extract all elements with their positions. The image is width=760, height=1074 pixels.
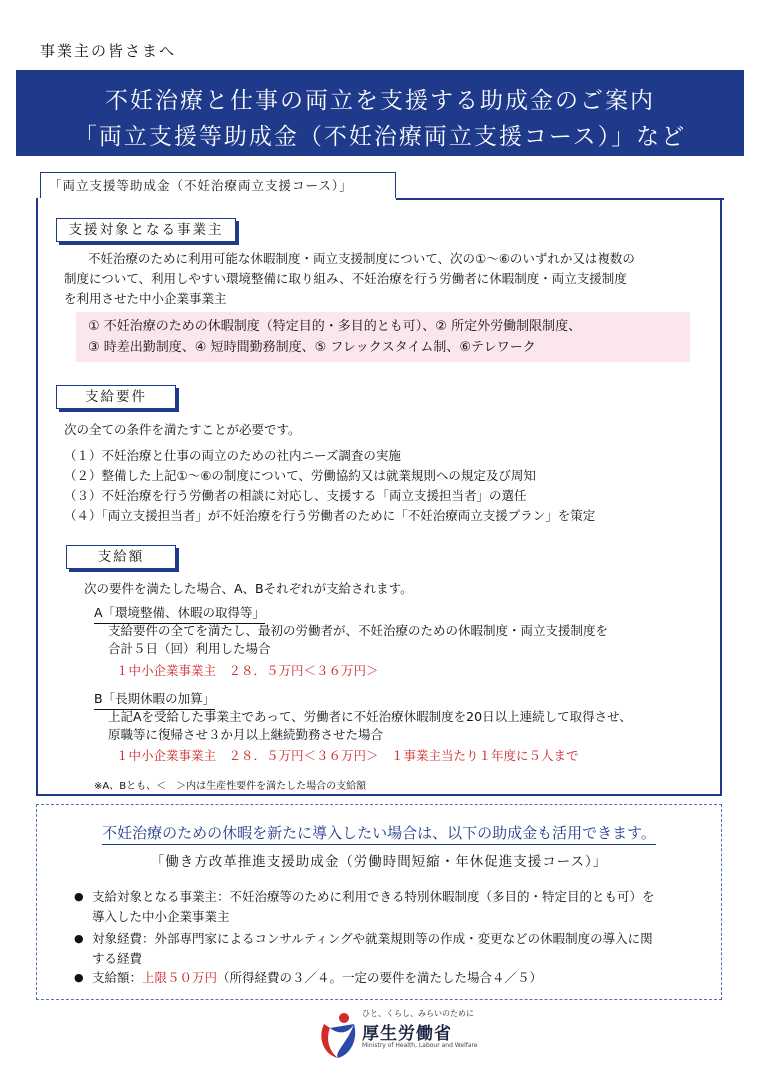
bullet-icon: ● — [74, 932, 84, 945]
requirement-item: （１）不妊治療と仕事の両立のための社内ニーズ調査の実施 — [64, 448, 401, 463]
amount-a-heading: A「環境整備、休暇の取得等」 — [94, 603, 265, 624]
amount-b-value: １中小企業事業主 ２８．５万円＜３６万円＞ １事業主当たり１年度に５人まで — [116, 748, 579, 763]
logo-english: Ministry of Health, Labour and Welfare — [362, 1042, 478, 1049]
amount-b-text-2: 原職等に復帰させ３か月以上継続勤務させた場合 — [108, 727, 384, 742]
amount-a-text-1: 支給要件の全てを満たし、最初の労働者が、不妊治療のための休暇制度・両立支援制度を — [108, 623, 609, 638]
amount-footnote: ※A、Bとも、＜ ＞内は生産性要件を満たした場合の支給額 — [94, 781, 367, 792]
section-label-amount: 支給額 — [66, 545, 176, 569]
target-text-3: を利用させた中小企業事業主 — [64, 291, 227, 306]
target-text-2: 制度について、利用しやすい環境整備に取り組み、不妊治療を行う労働者に休暇制度・両立支援制度 — [64, 271, 627, 286]
requirement-item: （４）「両立支援担当者」が不妊治療を行う労働者のために「不妊治療両立支援プラン」を策定 — [64, 508, 596, 523]
page-title: 不妊治療と仕事の両立を支援する助成金のご案内 — [105, 88, 655, 114]
bullet-text-2: 導入した中小企業事業主 — [92, 909, 230, 924]
title-banner — [16, 70, 744, 156]
amount-b-text-1: 上記Aを受給した事業主であって、労働者に不妊治療休暇制度を20日以上連続して取得させ、 — [108, 709, 632, 724]
amount-a-value: １中小企業事業主 ２８．５万円＜３６万円＞ — [116, 663, 379, 678]
promo-heading — [36, 822, 722, 843]
page-subtitle: 「両立支援等助成金（不妊治療両立支援コース）」など — [73, 124, 687, 150]
systems-line-1: ① 不妊治療のための休暇制度（特定目的・多目的とも可）、② 所定外労働制限制度、 — [88, 319, 582, 334]
bullet-text-1: 支給対象となる事業主：不妊治療等のために利用できる特別休暇制度（多目的・特定目的とも可）を — [92, 889, 655, 904]
requirement-item: （３）不妊治療を行う労働者の相談に対応し、支援する「両立支援担当者」の選任 — [64, 488, 527, 503]
bullet-text-2: する経費 — [92, 951, 143, 966]
logo-name: 厚生労働省 — [362, 1024, 452, 1044]
section-label-requirements: 支給要件 — [56, 385, 176, 409]
bullet-icon: ● — [74, 971, 84, 984]
logo-tagline: ひと、くらし、みらいのために — [362, 1009, 474, 1018]
promo-heading-text: 不妊治療のための休暇を新たに導入したい場合は、以下の助成金も活用できます。 — [102, 824, 656, 845]
eligible-systems-box — [76, 312, 690, 362]
requirements-intro: 次の全ての条件を満たすことが必要です。 — [64, 422, 301, 437]
systems-line-2: ③ 時差出勤制度、④ 短時間勤務制度、⑤ フレックスタイム制、⑥テレワーク — [88, 340, 536, 355]
amount-bullet-suffix: （所得経費の３／４。一定の要件を満たした場合４／５） — [217, 970, 543, 985]
mhlw-logo-icon — [316, 1006, 360, 1062]
target-text-1: 不妊治療のために利用可能な休暇制度・両立支援制度について、次の①～⑥のいずれか又は複数の — [88, 251, 635, 266]
course-tab: 「両立支援等助成金（不妊治療両立支援コース）」 — [40, 172, 396, 198]
promo-bullet — [74, 929, 714, 969]
amount-b-heading: B「長期休暇の加算」 — [94, 689, 215, 710]
section-label-target: 支援対象となる事業主 — [56, 218, 236, 242]
promo-bullet — [74, 887, 714, 927]
promo-bullet-amount — [74, 968, 714, 988]
amount-bullet-text — [74, 968, 714, 988]
bullet-icon: ● — [74, 890, 84, 903]
amount-a-text-2: 合計５日（回）利用した場合 — [108, 641, 271, 656]
addressee: 事業主の皆さまへ — [40, 42, 177, 60]
requirement-item: （２）整備した上記①～⑥の制度について、労働協約又は就業規則への規定及び周知 — [64, 468, 536, 483]
bullet-text-1: 対象経費：外部専門家によるコンサルティングや就業規則等の作成・変更などの休暇制度の導入に関 — [92, 931, 653, 946]
promo-subtitle: 「働き方改革推進支援助成金（労働時間短縮・年休促進支援コース）」 — [150, 854, 608, 870]
amount-bullet-red: 上限５０万円 — [142, 970, 218, 985]
amount-intro: 次の要件を満たした場合、A、Bそれぞれが支給されます。 — [84, 581, 413, 596]
amount-bullet-prefix: 支給額： — [92, 970, 143, 985]
